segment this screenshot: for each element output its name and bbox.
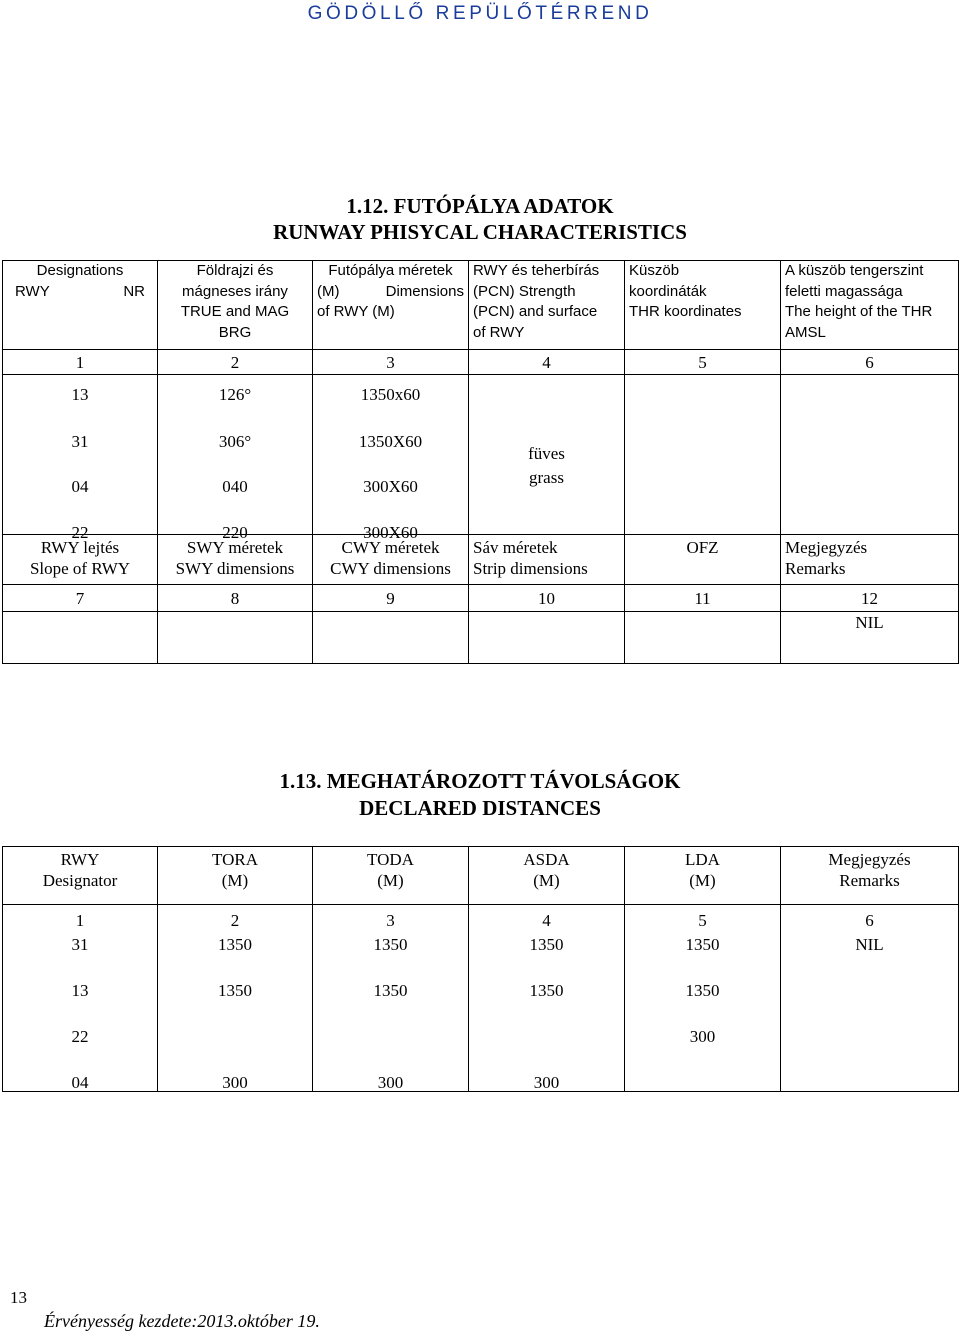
bearing-value: 126° <box>218 385 252 404</box>
runway-designator: 04 <box>71 477 89 496</box>
toda-value: 1350 <box>373 981 408 1000</box>
col-num: 5 <box>625 350 781 375</box>
threshold-coordinates-cell <box>625 375 781 535</box>
cwy-value-cell <box>313 612 469 664</box>
runway-designator: 04 <box>71 1073 89 1092</box>
col-num: 1 <box>75 911 85 930</box>
distances-rwy-cell <box>3 905 158 1092</box>
asda-value: 1350 <box>529 935 564 954</box>
declared-distances-table <box>2 846 959 1092</box>
lda-value: 300 <box>689 1027 716 1046</box>
bearings-cell <box>158 375 313 542</box>
slope-data-row <box>3 612 959 664</box>
header-cell-cwy: CWY méretek CWY dimensions <box>313 535 469 585</box>
dimensions-cell <box>313 375 469 542</box>
dimension-value: 1350X60 <box>358 432 423 451</box>
validity-date: Érvényesség kezdete:2013.október 19. <box>44 1311 320 1331</box>
col-num: 10 <box>469 585 625 612</box>
surface-value: füves <box>528 444 565 463</box>
runway-characteristics-table <box>2 260 959 664</box>
runway-designator: 31 <box>71 935 89 954</box>
runway-designators-cell <box>3 375 158 542</box>
col-num: 3 <box>386 911 395 930</box>
section-subtitle-runway: RUNWAY PHISYCAL CHARACTERISTICS <box>273 220 687 244</box>
col-num: 6 <box>865 911 874 930</box>
col-num: 11 <box>625 585 781 612</box>
header-cell-toda: TODA (M) <box>313 847 469 905</box>
col-num: 3 <box>313 350 469 375</box>
distances-toda-cell <box>313 905 469 1092</box>
bearing-value: 306° <box>218 432 252 451</box>
column-number-row-2 <box>3 585 959 612</box>
distances-header-row <box>3 847 959 905</box>
slope-value-cell <box>3 612 158 664</box>
table-header-row <box>3 261 959 350</box>
dimension-value: 1350x60 <box>360 385 421 404</box>
col-num: 2 <box>158 350 313 375</box>
distances-remarks-cell <box>781 905 959 1092</box>
distances-tora-cell <box>158 905 313 1092</box>
col-num: 2 <box>230 911 240 930</box>
section-title-runway: 1.12. FUTÓPÁLYA ADATOK <box>346 194 614 218</box>
remarks-value: NIL <box>855 935 884 954</box>
runway-designator: 22 <box>71 1027 89 1046</box>
header-cell-tora: TORA (M) <box>158 847 313 905</box>
section-title-distances: 1.13. MEGHATÁROZOTT TÁVOLSÁGOK <box>279 769 681 793</box>
surface-value: grass <box>529 468 564 487</box>
runway-designator: 22 <box>71 523 89 542</box>
runway-designator: 13 <box>71 981 89 1000</box>
document-header: GÖDÖLLŐ REPÜLŐTÉRREND <box>307 3 653 24</box>
ofz-value-cell <box>625 612 781 664</box>
distances-lda-cell <box>625 905 781 1092</box>
header-cell-strength: RWY és teherbírás (PCN) Strength (PCN) and surface of RWY <box>469 261 625 350</box>
col-num: 7 <box>3 585 158 612</box>
toda-value: 300 <box>377 1073 404 1092</box>
col-num: 5 <box>698 911 707 930</box>
distances-asda-cell <box>469 905 625 1092</box>
col-num: 12 <box>781 585 959 612</box>
tora-value: 300 <box>222 1073 248 1092</box>
remarks-value-cell: NIL <box>781 612 959 664</box>
bearing-value: 220 <box>222 523 248 542</box>
runway-designator: 31 <box>71 432 89 451</box>
header-cell-strip: Sáv méretek Strip dimensions <box>469 535 625 585</box>
header-cell-lda: LDA (M) <box>625 847 781 905</box>
section-subtitle-distances: DECLARED DISTANCES <box>359 796 601 820</box>
header-cell-designations: Designations RWY NR <box>3 261 158 350</box>
lda-value: 1350 <box>685 981 720 1000</box>
header-cell-ofz: OFZ <box>625 535 781 585</box>
header-cell-remarks: Megjegyzés Remarks <box>781 535 959 585</box>
header-cell-swy: SWY méretek SWY dimensions <box>158 535 313 585</box>
header-cell-dimensions: Futópálya méretek (M) Dimensions of RWY (M) <box>313 261 469 350</box>
col-num: 4 <box>542 911 551 930</box>
distances-data-row <box>3 905 959 1092</box>
col-num: 9 <box>313 585 469 612</box>
tora-value: 1350 <box>218 981 252 1000</box>
tora-value: 1350 <box>218 935 252 954</box>
header-cell-threshold-elevation: A küszöb tengerszint feletti magassága The height of the THR AMSL <box>781 261 959 350</box>
header-cell-slope: RWY lejtés Slope of RWY <box>3 535 158 585</box>
col-num: 8 <box>158 585 313 612</box>
threshold-elevation-cell <box>781 375 959 535</box>
dimension-value: 300X60 <box>363 477 418 496</box>
lda-value: 1350 <box>685 935 720 954</box>
col-num: 1 <box>3 350 158 375</box>
header-cell-remarks-2: Megjegyzés Remarks <box>781 847 959 905</box>
header-cell-bearing: Földrajzi és mágneses irány TRUE and MAG BRG <box>158 261 313 350</box>
header-cell-asda: ASDA (M) <box>469 847 625 905</box>
header-cell-threshold-coordinates: Küszöb koordináták THR koordinates <box>625 261 781 350</box>
runway-data-row <box>3 375 959 535</box>
col-num: 6 <box>781 350 959 375</box>
header-cell-rwy-designator: RWY Designator <box>3 847 158 905</box>
col-num: 4 <box>469 350 625 375</box>
strip-value-cell <box>469 612 625 664</box>
toda-value: 1350 <box>373 935 408 954</box>
asda-value: 300 <box>533 1073 560 1092</box>
surface-cell <box>469 375 625 535</box>
page-number: 13 <box>10 1288 27 1307</box>
swy-value-cell <box>158 612 313 664</box>
dimension-value: 300X60 <box>363 523 418 542</box>
runway-designator: 13 <box>71 385 89 404</box>
column-number-row <box>3 350 959 375</box>
bearing-value: 040 <box>222 477 248 496</box>
asda-value: 1350 <box>529 981 564 1000</box>
